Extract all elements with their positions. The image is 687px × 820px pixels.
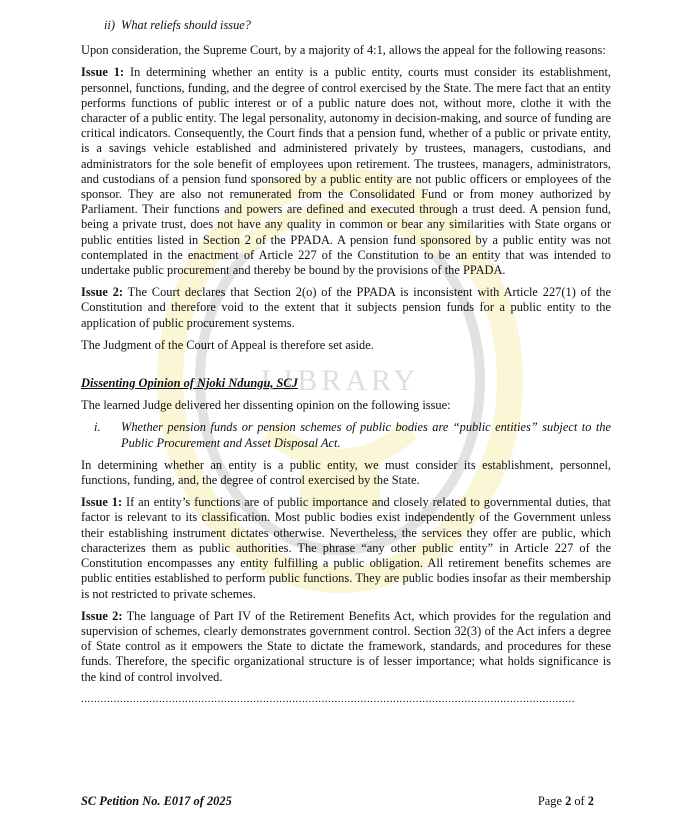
issue-2-text: The Court declares that Section 2(o) of the PPADA is inconsistent with Article 227(1) of the Constitution and therefore void to the extent that it subjects pension funds for a public entity to the application of public procurement systems. [81,285,611,330]
dissent-issue-2-label: Issue 2: [81,608,123,623]
total-pages: 2 [587,794,594,808]
sub-question-number: ii) [103,18,115,32]
current-page: 2 [565,794,572,808]
page-footer [81,794,594,809]
intro-paragraph: Upon consideration, the Supreme Court, by a majority of 4:1, allows the appeal for the following reasons: [81,43,606,58]
dissent-issue-item [81,420,611,450]
page-indicator: Page 2 of 2 [537,794,594,808]
dissent-heading: Dissenting Opinion of Njoki Ndungu, SCJ [81,376,298,391]
issue-1-label: Issue 1: [81,65,125,80]
dissent-paragraph: In determining whether an entity is a public entity, we must consider its establishment, personnel, functions, funding, and, the degree of control exercised by the State. [81,457,611,488]
issue-1-text: In determining whether an entity is a public entity, courts must consider its establishment, personnel, functions, funding, and the degree of control exercised by the State. The mere fact that an entity performs functions of public interest or of a public nature does not, without more, clothe it with the character of a public entity. The legal personality, autonomy in decision-making, and source of funding are critical indicators. Consequently, the Court finds that a pension fund, whether of a public or private entity, is a savings vehicle established and administered privately by trustees, managers, custodians, and administrators for the sole benefit of employees upon retirement. The trustees, managers, administrators, and custodians of a pension fund sponsored by a public entity are not public officers or employees of the sponsor. They are also not remunerated from the Consolidated Fund or from money authorized by Parliament. Their functions and powers are defined and executed through a trust deed. A pension fund, being a private trust, does not have any quality in common or bear any similarities with State organs or public entities listed in Section 2 of the PPADA. A pension fund sponsored by a public entity was not contemplated in the enactment of Article 227 of the Constitution to be an entity that was intended to undertake public procurement and thereby be bound by the provisions of the PPADA. [81,65,611,278]
dissent-issue-2 [81,609,611,685]
dissent-item-number: i. [94,420,101,435]
dotted-separator: ........................................................................................................................................................ [81,692,575,705]
dissent-issue-1-text: If an entity’s functions are of public importance and closely related to governmental duties, that factor is relevant to its classification. Most public bodies exist independently of the Government unless their establishing instrument dictates otherwise. Nevertheless, the services they offer are public, which characterizes them as public authorities. The phrase “any other public entity” in Article 227 of the Constitution encompasses any entity fulfilling a public obligation. All retirement benefits schemes are public entities established to perform public functions. They are public bodies insofar as their membership is not restricted to private schemes. [81,495,611,601]
issue-2-label: Issue 2: [81,285,124,300]
dissent-issue-2-text: The language of Part IV of the Retirement Benefits Act, which provides for the regulation and supervision of schemes, clearly demonstrates government control. Section 32(3) of the Act infers a degree of State control as it empowers the State to dictate the framework, standards, and procedures for these funds. Therefore, the specific organizational structure is of lesser importance; what holds significance is the kind of control involved. [81,608,611,684]
majority-issue-2 [81,285,611,331]
conclusion-paragraph: The Judgment of the Court of Appeal is therefore set aside. [81,337,374,352]
document-body [81,18,611,707]
dissent-intro: The learned Judge delivered her dissenting opinion on the following issue: [81,398,451,413]
petition-number: SC Petition No. E017 of 2025 [81,794,232,808]
sub-question [81,18,611,33]
sub-question-text: What reliefs should issue? [121,18,251,32]
dissent-issue-1 [81,495,611,601]
dissent-item-text: Whether pension funds or pension schemes of public bodies are “public entities” subject to the Public Procurement and Asset Disposal Act. [121,420,611,450]
majority-issue-1 [81,65,611,278]
dissent-issue-1-label: Issue 1: [81,495,123,510]
watermark-text: LIBRARY [260,364,420,397]
